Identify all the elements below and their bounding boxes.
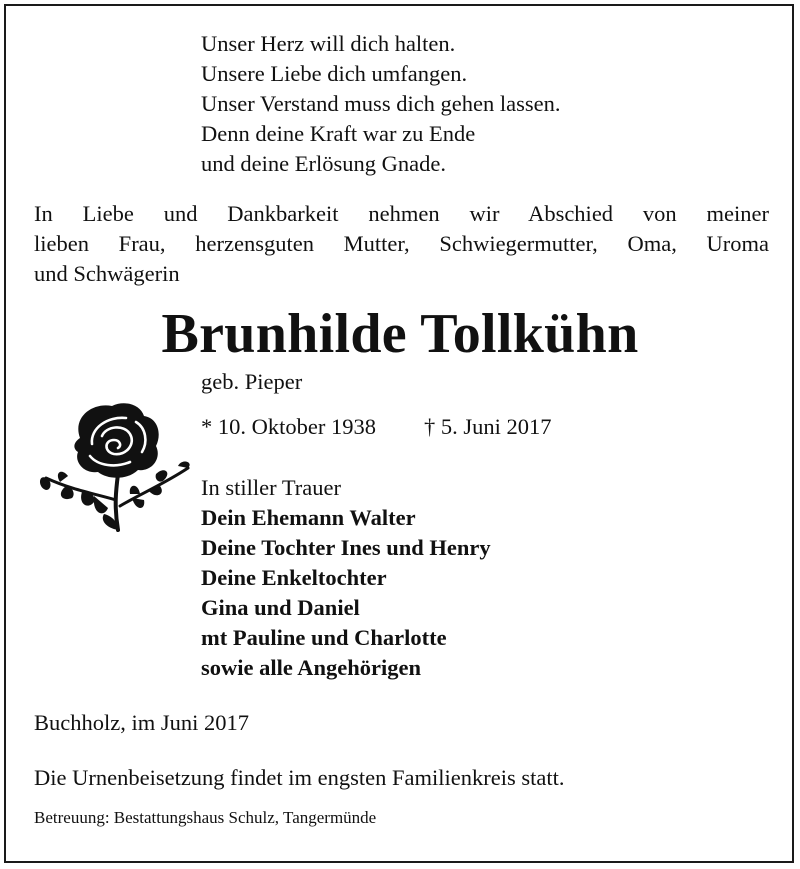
intro-line: In Liebe und Dankbarkeit nehmen wir Abschied von meiner	[34, 201, 769, 226]
intro-line: lieben Frau, herzensguten Mutter, Schwiegermutter, Oma, Uroma	[34, 231, 769, 256]
mourner-line: Gina und Daniel	[201, 595, 360, 620]
poem-line: Unser Herz will dich halten.	[201, 31, 456, 56]
poem-line: Unsere Liebe dich umfangen.	[201, 61, 468, 86]
mourner-line: mt Pauline und Charlotte	[201, 625, 447, 650]
death-date: † 5. Juni 2017	[423, 414, 552, 439]
mourner-line: Deine Enkeltochter	[201, 565, 387, 590]
life-dates	[201, 412, 552, 442]
mourner-line: Dein Ehemann Walter	[201, 505, 416, 530]
place-date: Buchholz, im Juni 2017	[34, 710, 249, 735]
mourners-heading: In stiller Trauer	[201, 475, 341, 500]
poem-block	[201, 29, 561, 179]
intro-paragraph	[34, 199, 769, 289]
deceased-name: Brunhilde Tollkühn	[161, 303, 639, 365]
poem-line: und deine Erlösung Gnade.	[201, 151, 446, 176]
mourner-line: sowie alle Angehörigen	[201, 655, 421, 680]
mourner-line: Deine Tochter Ines und Henry	[201, 535, 491, 560]
intro-line: und Schwägerin	[34, 261, 180, 286]
mourners-block	[201, 473, 491, 683]
poem-line: Unser Verstand muss dich gehen lassen.	[201, 91, 561, 116]
burial-note: Die Urnenbeisetzung findet im engsten Familienkreis statt.	[34, 765, 565, 790]
rose-icon	[32, 398, 192, 538]
funeral-home-note: Betreuung: Bestattungshaus Schulz, Tangermünde	[34, 808, 377, 827]
poem-line: Denn deine Kraft war zu Ende	[201, 121, 476, 146]
birth-date: * 10. Oktober 1938	[201, 414, 376, 439]
maiden-name: geb. Pieper	[201, 369, 303, 394]
